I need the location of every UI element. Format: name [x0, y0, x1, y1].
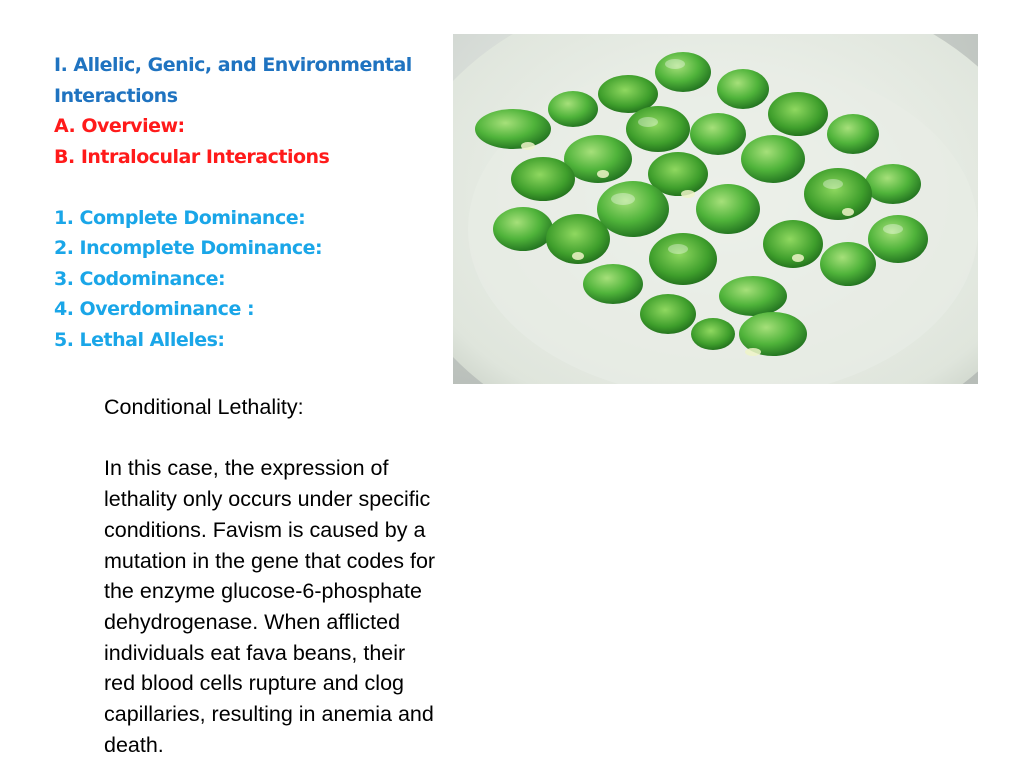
spacer: [54, 172, 444, 203]
title-line-2: Interactions: [54, 84, 178, 107]
body-line: dehydrogenase. When afflicted: [104, 609, 401, 634]
body-line: red blood cells rupture and clog: [104, 671, 404, 696]
section-b-intralocular: B. Intralocular Interactions: [54, 145, 330, 168]
title-line-1: I. Allelic, Genic, and Environmental: [54, 54, 412, 76]
body-text: [104, 392, 514, 760]
item-codominance: 3. Codominance:: [54, 267, 226, 290]
item-overdominance: 4. Overdominance :: [54, 298, 255, 320]
heading-block: [54, 50, 444, 355]
conditional-lethality-heading: Conditional Lethality:: [104, 395, 304, 419]
body-line: mutation in the gene that codes for: [104, 548, 436, 573]
body-line: capillaries, resulting in anemia and: [104, 702, 434, 727]
fava-beans-photo: [453, 34, 978, 384]
body-line: lethality only occurs under specific: [104, 487, 431, 512]
item-incomplete-dominance: 2. Incomplete Dominance:: [54, 237, 323, 259]
body-line: individuals eat fava beans, their: [104, 640, 406, 665]
section-a-overview: A. Overview:: [54, 115, 185, 137]
body-line: conditions. Favism is caused by a: [104, 517, 426, 542]
body-line: death.: [104, 732, 164, 757]
item-lethal-alleles: 5. Lethal Alleles:: [54, 328, 225, 351]
body-line: the enzyme glucose-6-phosphate: [104, 579, 422, 604]
spacer: [104, 423, 514, 454]
body-line: In this case, the expression of: [104, 456, 389, 481]
item-complete-dominance: 1. Complete Dominance:: [54, 206, 306, 229]
fava-beans-illustration: [453, 34, 978, 384]
